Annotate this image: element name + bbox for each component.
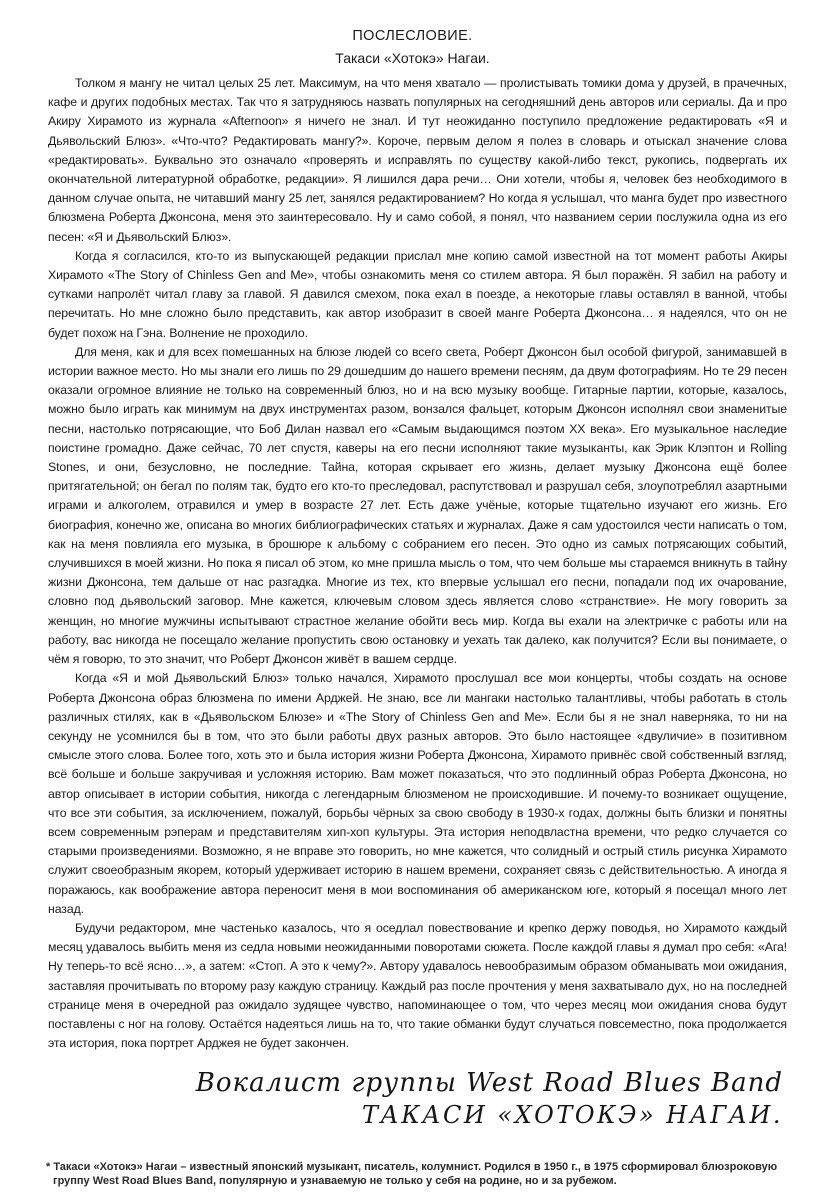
signature-role-line: Вокалист группы West Road Blues Band bbox=[195, 1068, 783, 1099]
page-title: ПОСЛЕСЛОВИЕ. bbox=[352, 28, 473, 44]
body-paragraph: Толком я мангу не читал целых 25 лет. Максимум, на что меня хватало — пролистывать томики дома у друзей, в прачечных, кафе и других подобных местах. Так что я затрудняюсь назвать популярных на сегодняшний день авторов или сериалы. Да и про Акиру Хирамото из журнала «Afternoon» я ничего не знал. И тут неожиданно поступило предложение редактировать «Я и Дьявольский Блюз». «Что-что? Редактировать мангу?». Короче, первым делом я полез в словарь и отыскал значение слова «редактировать». Буквально это означало «проверять и исправлять по существу какой-либо текст, рукопись, подвергать их окончательной литературной обработке, редакции». Я лишился дара речи… Они хотели, чтобы я, человек без необходимого в данном случае опыта, не читавший мангу 25 лет, занялся редактированием? Но когда я услышал, что манга будет про известного блюзмена Роберта Джонсона, меня это заинтересовало. Ну и само собой, я понял, что названием серии послужила одна из его песен: «Я и Дьявольский Блюз». bbox=[48, 76, 787, 244]
page-header bbox=[0, 0, 825, 68]
body-paragraph: Когда «Я и мой Дьявольский Блюз» только начался, Хирамото прослушал все мои концерты, чтобы создать на основе Роберта Джонсона образ блюзмена по имени Арджей. Не знаю, все ли мангаки настолько талантливы, чтобы работать в столь различных стилях, как в «Дьявольском Блюзе» и «The Story of Chinless Gen and Me». Если бы я не знал наверняка, то ни на секунду не усомнился бы в том, что это были работы двух разных авторов. Это было настоящее «двуличие» в позитивном смысле этого слова. Более того, хоть это и была история жизни Роберта Джонсона, Хирамото привнёс свой собственный взгляд, всё больше и больше закручивая и усложняя историю. Вам может показаться, что это подлинный образ Роберта Джонсона, но автор описывает в истории события, никогда с легендарным блюзменом не происходившие. И почему-то возникает ощущение, что все эти события, за исключением, пожалуй, борьбы чёрных за свою свободу в 1930-х годах, должны быть близки и понятны всем современным рэперам и представителям хип-хоп культуры. Эта история неподвластна времени, что редко случается со старыми произведениями. Возможно, я не вправе это говорить, но мне кажется, что солидный и острый стиль рисунка Хирамото служит своеобразным якорем, который удерживает историю в нашем времени, сохраняет связь с действительностью. А иногда я поражаюсь, как воображение автора переносит меня в мои воспоминания об американском юге, который я посещал много лет назад. bbox=[48, 671, 787, 916]
author-line: Такаси «Хотокэ» Нагаи. bbox=[335, 50, 490, 66]
footnote-area bbox=[0, 1160, 825, 1200]
footnote: * Такаси «Хотокэ» Нагаи – известный японский музыкант, писатель, колумнист. Родился в 1950 г., в 1975 сформировал блюзроковую группу West Road Blues Band, популярную и узнаваемую не только у себя на родине, но и за рубежом. bbox=[46, 1161, 778, 1187]
afterword-body bbox=[0, 68, 825, 1053]
signature-name-line: ТАКАСИ «ХОТОКЭ» НАГАИ. bbox=[362, 1101, 783, 1130]
body-paragraph: Будучи редактором, мне частенько казалось, что я оседлал повествование и крепко держу поводья, но Хирамото каждый месяц удавалось выбить меня из седла новыми неожиданными поворотами сюжета. После каждой главы я думал про себя: «Ага! Ну теперь-то всё ясно…», а затем: «Стоп. А это к чему?». Автору удавалось невообразимым образом обманывать мои ожидания, заставляя прочитывать по второму разу каждую страницу. Каждый раз после прочтения у меня захватывало дух, но на последней странице меня в очередной раз ожидало зудящее чувство, напоминающее о том, что через месяц мои ожидания снова будут поставлены с ног на голову. Остаётся надеяться лишь на то, что такие обманки будут случаться повсеместно, пока продолжается эта история, пока портрет Арджея не будет закончен. bbox=[48, 920, 787, 1051]
body-paragraph: Для меня, как и для всех помешанных на блюзе людей со всего света, Роберт Джонсон был особой фигурой, занимавшей в истории важное место. Но мы знали его лишь по 29 дошедшим до нашего времени песням, да двум фотографиям. Но те 29 песен оказали огромное влияние не только на современный блюз, но и на всю музыку вообще. Гитарные партии, которые, казалось, можно было играть как минимум на двух инструментах разом, вонзался фальцет, которым Джонсон исполнял свои знаменитые песни, настолько потрясающие, что Боб Дилан назвал его «Самым выдающимся поэтом XX века». Его музыкальное наследие поистине громадно. Даже сейчас, 70 лет спустя, каверы на его песни исполняют такие музыканты, как Эрик Клэптон и Rolling Stones, и они, безусловно, не последние. Тайна, которая скрывает его жизнь, делает музыку Джонсона ещё более притягательной; он бегал по полям так, будто его кто-то преследовал, распутствовал и разрушал себя, злоупотреблял азартными играми и алкоголем, отравился и умер в возрасте 27 лет. Есть даже учёные, которые тщательно изучают его жизнь. Его биография, конечно же, описана во многих библиографических статьях и журналах. Даже я сам удостоился чести написать о том, как на меня повлияла его музыка, в брошюре к альбому с собранием его песен. Это одно из самых потрясающих событий, случившихся в моей жизни. Но пока я писал об этом, ко мне пришла мысль о том, что чем больше мы стараемся вникнуть в тайну жизни Джонсона, тем дальше от нас разгадка. Многие из тех, кто впервые услышал его песни, попадали под их очарование, словно под дьявольский заговор. Мне кажется, ключевым словом здесь является слово «странствие». Не могу говорить за женщин, но многие мужчины испытывают страстное желание обойти весь мир. Когда вы ехали на электричке с работы или на работу, вас никогда не посещало желание пропустить свою остановку и уехать так далеко, как получится? Если вы понимаете, о чём я говорю, то это значит, что Роберт Джонсон живёт в вашем сердце. bbox=[48, 344, 787, 667]
signature-block bbox=[0, 1067, 825, 1131]
body-paragraph: Когда я согласился, кто-то из выпускающей редакции прислал мне копию самой известной на тот момент работы Акиры Хирамото «The Story of Chinless Gen and Me», чтобы ознакомить меня со стилем автора. Я был поражён. Я забил на работу и сутками напролёт читал главу за главой. Я давился смехом, пока ехал в поезде, а некоторые главы оставлял в ванной, чтобы перечитать. Но мне сложно было представить, как автор изобразит в своей манге Роберта Джонсона… я надеялся, что он не будет похож на Гэна. Волнение не проходило. bbox=[48, 248, 787, 340]
